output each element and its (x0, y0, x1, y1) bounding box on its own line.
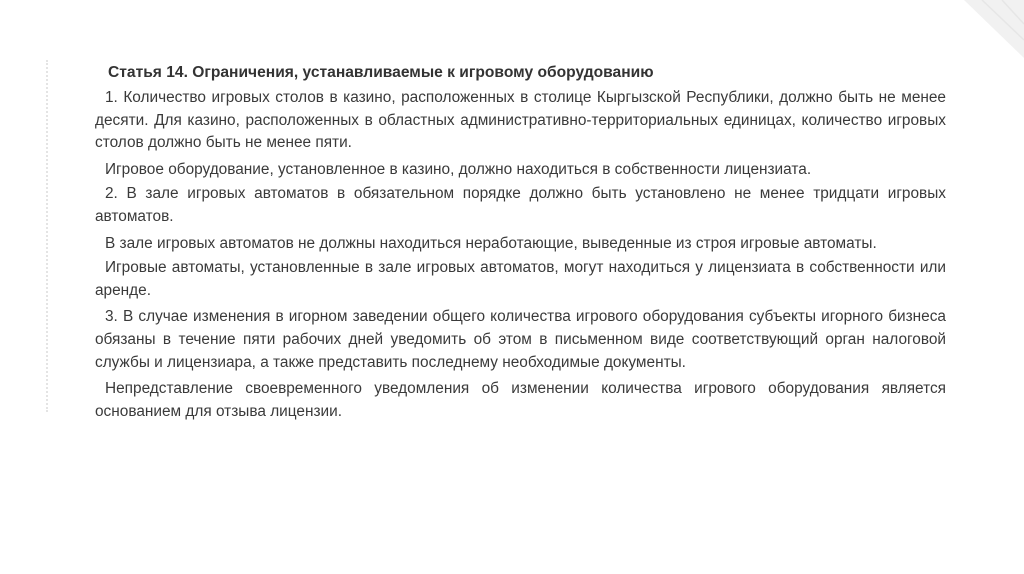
document-body (95, 61, 946, 427)
paragraph-3: 2. В зале игровых автоматов в обязательном порядке должно быть установлено не менее тридцати игровых автоматов. (95, 185, 946, 225)
paragraph-7: Непредставление своевременного уведомления об изменении количества игрового оборудования является основанием для отзыва лицензии. (95, 380, 946, 420)
paragraph-1: 1. Количество игровых столов в казино, расположенных в столице Кыргызской Республики, должно быть не менее десяти. Для казино, расположенных в областных административно-территориальных единицах, количество игровых столов должно быть не менее пяти. (95, 89, 946, 152)
article-title: Статья 14. Ограничения, устанавливаемые к игровому оборудованию (108, 64, 654, 81)
corner-decoration (944, 0, 1024, 60)
paragraph-2: Игровое оборудование, установленное в казино, должно находиться в собственности лицензиата. (105, 160, 812, 178)
margin-line (46, 60, 48, 412)
corner-triangle-large (964, 0, 1024, 58)
paragraph-4: В зале игровых автоматов не должны находиться неработающие, выведенные из строя игровые автоматы. (105, 234, 877, 252)
paragraph-6: 3. В случае изменения в игорном заведении общего количества игрового оборудования субъекты игорного бизнеса обязаны в течение пяти рабочих дней уведомить об этом в письменном виде соответствующий орган налоговой службы и лицензиара, а также представить последнему необходимые документы. (95, 308, 946, 371)
paragraph-5: Игровые автоматы, установленные в зале игровых автоматов, могут находиться у лицензиата в собственности или аренде. (95, 259, 946, 299)
